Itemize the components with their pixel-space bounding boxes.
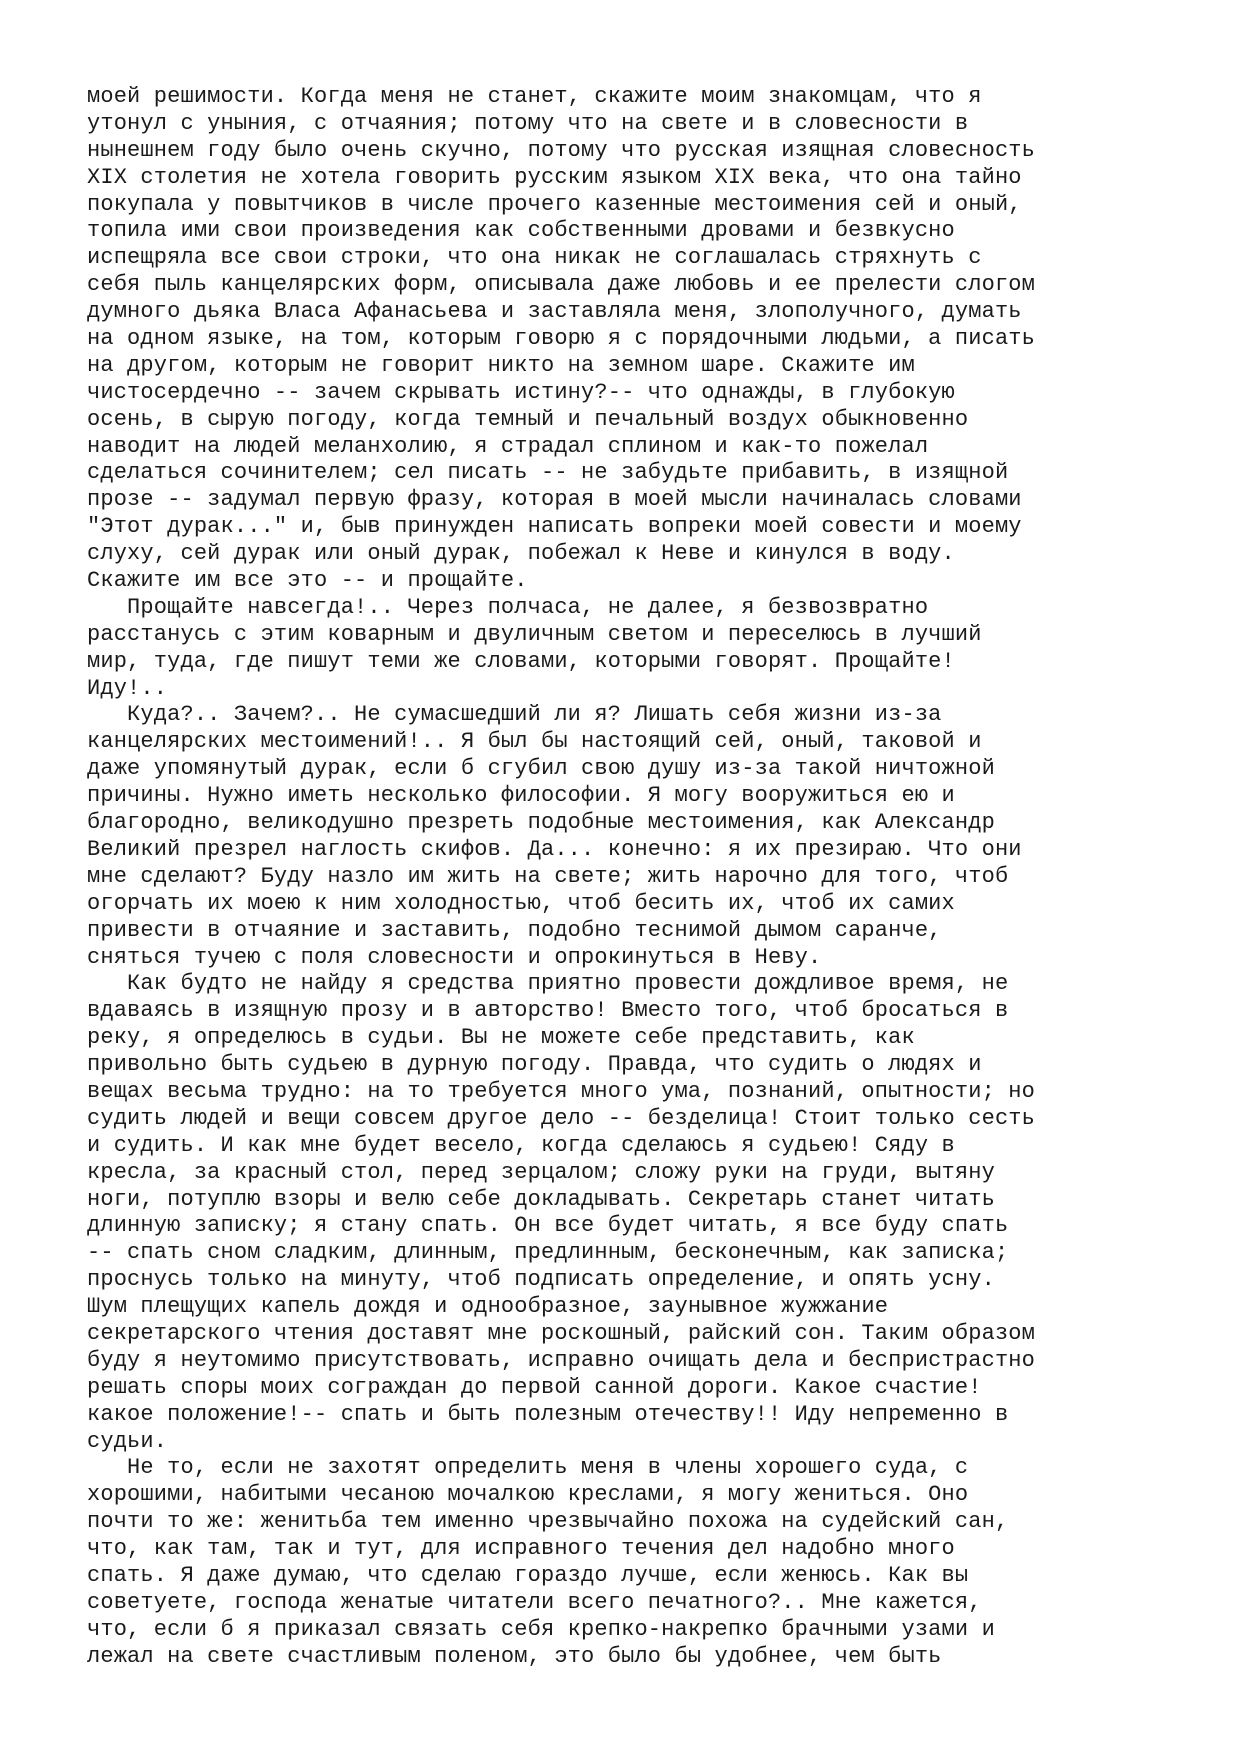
- text-line: причины. Нужно иметь несколько философии. Я могу вооружиться ею и: [87, 783, 955, 809]
- text-line: что, как там, так и тут, для исправного течения дел надобно много: [87, 1536, 955, 1562]
- text-line: "Этот дурак..." и, быв принужден написать вопреки моей совести и моему: [87, 514, 1022, 540]
- text-line: буду я неутомимо присутствовать, исправно очищать дела и беспристрастно: [87, 1347, 1036, 1373]
- text-line: сняться тучею с поля словесности и опрокинуться в Неву.: [87, 944, 822, 970]
- text-line: огорчать их моею к ним холодностью, чтоб бесить их, чтоб их самих: [87, 890, 955, 916]
- text-line: Шум плещущих капель дождя и однообразное, заунывное жужжание: [87, 1294, 889, 1320]
- text-line: испещряла все свои строки, что она никак не соглашалась стряхнуть с: [87, 245, 982, 271]
- text-line: вещах весьма трудно: на то требуется много ума, познаний, опытности; но: [87, 1078, 1036, 1104]
- text-line: мир, туда, где пишут теми же словами, которыми говорят. Прощайте!: [87, 648, 955, 674]
- text-line: себя пыль канцелярских форм, описывала даже любовь и ее прелести слогом: [87, 272, 1036, 298]
- text-line: наводит на людей меланхолию, я страдал сплином и как-то пожелал: [87, 433, 929, 459]
- text-line: ноги, потуплю взоры и велю себе докладывать. Секретарь станет читать: [87, 1186, 995, 1212]
- text-line: вдаваясь в изящную прозу и в авторство! Вместо того, чтоб бросаться в: [87, 998, 1009, 1024]
- paragraph-start-line: Прощайте навсегда!.. Через полчаса, не далее, я безвозвратно: [87, 594, 929, 620]
- text-line: -- спать сном сладким, длинным, предлинным, бесконечным, как записка;: [87, 1240, 1009, 1266]
- text-line: привольно быть судьею в дурную погоду. Правда, что судить о людях и: [87, 1052, 982, 1078]
- text-line: XIX столетия не хотела говорить русским языком XIX века, что она тайно: [87, 164, 1022, 190]
- text-line: Великий презрел наглость скифов. Да... конечно: я их презираю. Что они: [87, 836, 1022, 862]
- document-page: [87, 84, 1167, 1671]
- text-line: сделаться сочинителем; сел писать -- не забудьте прибавить, в изящной: [87, 460, 1009, 486]
- text-line: проснусь только на минуту, чтоб подписать определение, и опять усну.: [87, 1267, 995, 1293]
- text-line: решать споры моих сограждан до первой санной дороги. Какое счастие!: [87, 1374, 982, 1400]
- text-line: канцелярских местоимений!.. Я был бы настоящий сей, оный, таковой и: [87, 729, 982, 755]
- text-line: мне сделают? Буду назло им жить на свете; жить нарочно для того, чтоб: [87, 863, 1009, 889]
- paragraph-start-line: Как будто не найду я средства приятно провести дождливое время, не: [87, 971, 1009, 997]
- text-line: кресла, за красный стол, перед зерцалом; сложу руки на груди, вытяну: [87, 1159, 995, 1185]
- text-line: судить людей и вещи совсем другое дело -- безделица! Стоит только сесть: [87, 1105, 1036, 1131]
- text-line: Иду!..: [87, 675, 168, 701]
- text-line: слуху, сей дурак или оный дурак, побежал к Неве и кинулся в воду.: [87, 541, 955, 567]
- text-line: Скажите им все это -- и прощайте.: [87, 568, 528, 594]
- text-line: лежал на свете счастливым поленом, это было бы удобнее, чем быть: [87, 1643, 942, 1669]
- text-line: и судить. И как мне будет весело, когда сделаюсь я судьею! Сяду в: [87, 1132, 955, 1158]
- text-line: спать. Я даже думаю, что сделаю гораздо лучше, если женюсь. Как вы: [87, 1562, 969, 1588]
- paragraph-start-line: Куда?.. Зачем?.. Не сумасшедший ли я? Лишать себя жизни из-за: [87, 702, 942, 728]
- text-line: расстанусь с этим коварным и двуличным светом и переселюсь в лучший: [87, 621, 982, 647]
- text-line: топила ими свои произведения как собственными дровами и безвкусно: [87, 218, 955, 244]
- text-line: прозе -- задумал первую фразу, которая в моей мысли начиналась словами: [87, 487, 1022, 513]
- text-line: какое положение!-- спать и быть полезным отечеству!! Иду непременно в: [87, 1401, 1009, 1427]
- text-line: осень, в сырую погоду, когда темный и печальный воздух обыкновенно: [87, 406, 969, 432]
- text-line: покупала у повытчиков в числе прочего казенные местоимения сей и оный,: [87, 191, 1022, 217]
- text-line: почти то же: женитьба тем именно чрезвычайно похожа на судейский сан,: [87, 1509, 1009, 1535]
- text-line: длинную записку; я стану спать. Он все будет читать, я все буду спать: [87, 1213, 1009, 1239]
- text-line: привести в отчаяние и заставить, подобно теснимой дымом саранче,: [87, 917, 942, 943]
- text-line: на другом, которым не говорит никто на земном шаре. Скажите им: [87, 352, 915, 378]
- text-line: утонул с уныния, с отчаяния; потому что на свете и в словесности в: [87, 110, 969, 136]
- text-line: благородно, великодушно презреть подобные местоимения, как Александр: [87, 810, 995, 836]
- text-line: реку, я определюсь в судьи. Вы не можете себе представить, как: [87, 1025, 915, 1051]
- text-line: судьи.: [87, 1428, 168, 1454]
- text-line: секретарского чтения доставят мне роскошный, райский сон. Таким образом: [87, 1320, 1036, 1346]
- text-line: моей решимости. Когда меня не станет, скажите моим знакомцам, что я: [87, 84, 982, 109]
- paragraph-start-line: Не то, если не захотят определить меня в члены хорошего суда, с: [87, 1455, 969, 1481]
- text-line: хорошими, набитыми чесаною мочалкою креслами, я могу жениться. Оно: [87, 1482, 969, 1508]
- text-line: на одном языке, на том, которым говорю я с порядочными людьми, а писать: [87, 326, 1036, 352]
- text-line: чистосердечно -- зачем скрывать истину?-- что однажды, в глубокую: [87, 379, 955, 405]
- text-line: советуете, господа женатые читатели всего печатного?.. Мне кажется,: [87, 1589, 982, 1615]
- text-line: что, если б я приказал связать себя крепко-накрепко брачными узами и: [87, 1616, 995, 1642]
- text-line: нынешнем году было очень скучно, потому что русская изящная словесность: [87, 137, 1036, 163]
- text-line: даже упомянутый дурак, если б сгубил свою душу из-за такой ничтожной: [87, 756, 995, 782]
- text-line: думного дьяка Власа Афанасьева и заставляла меня, злополучного, думать: [87, 299, 1022, 325]
